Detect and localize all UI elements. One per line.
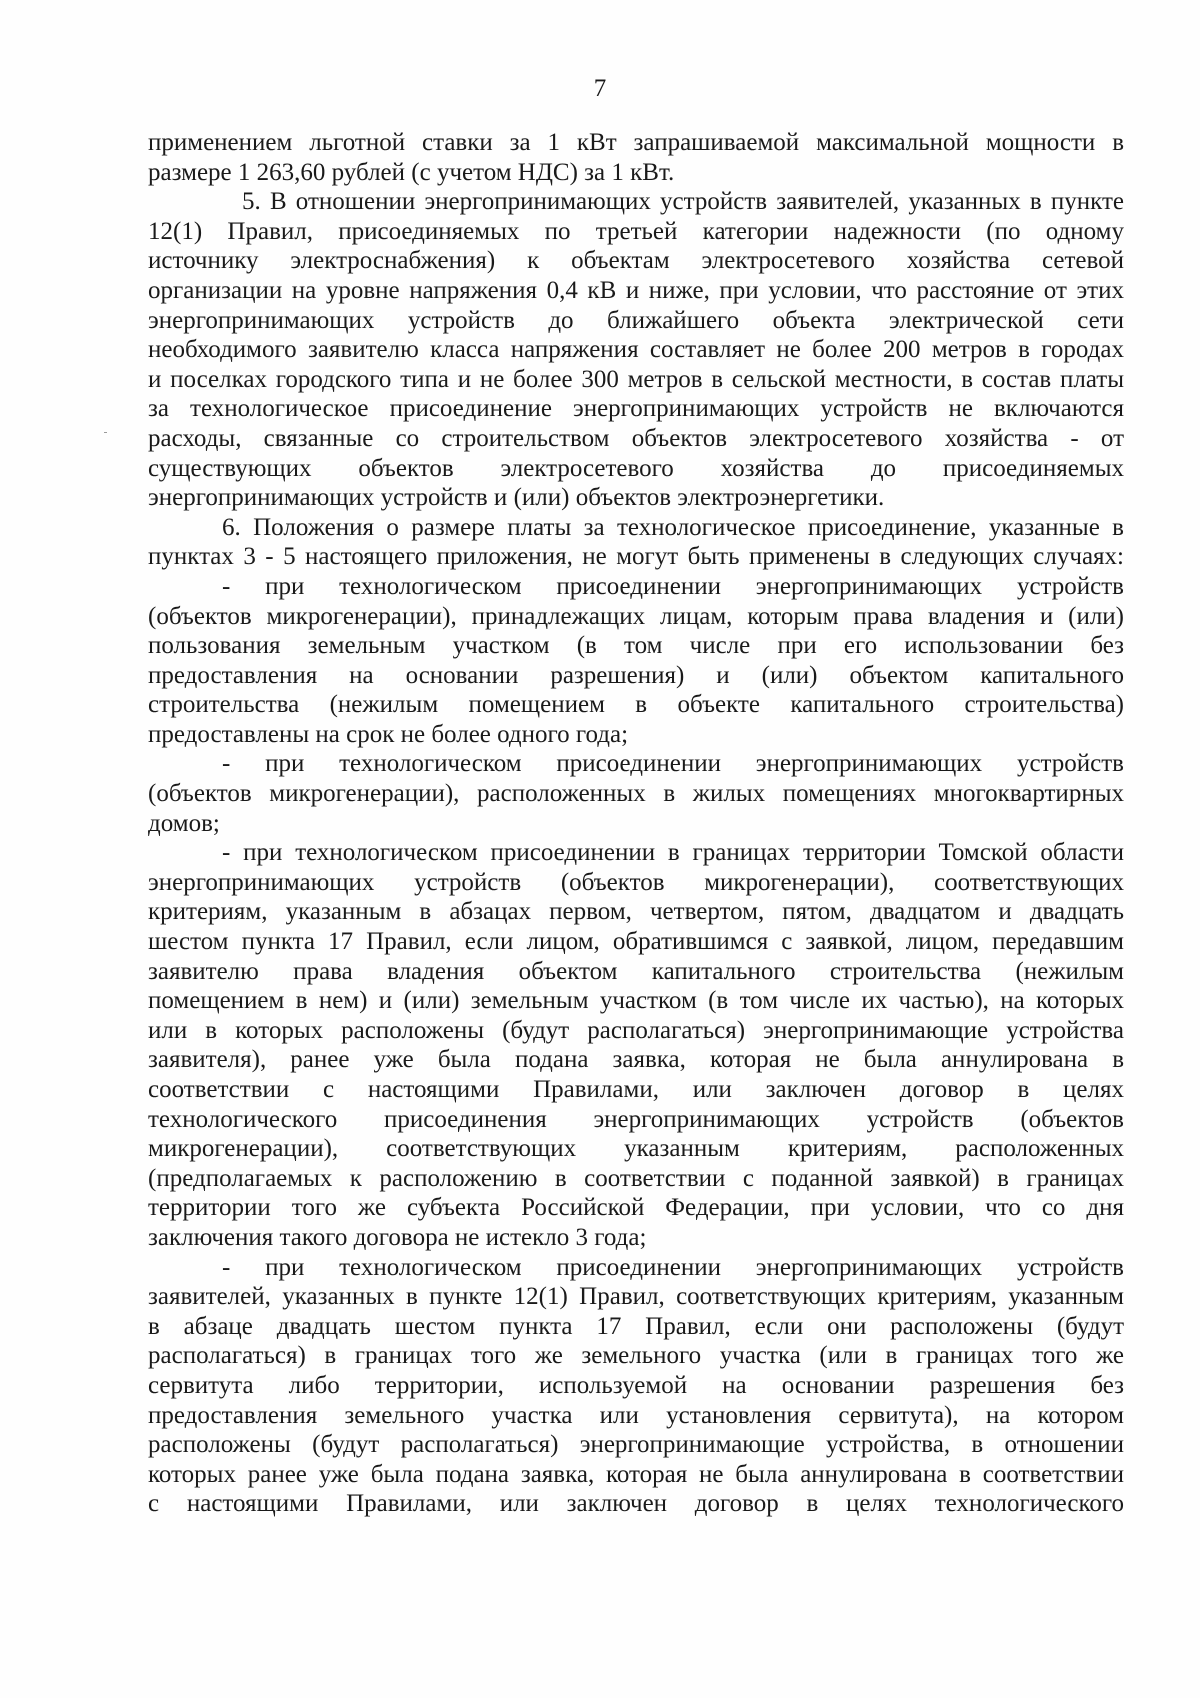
text-line: энергопринимающих устройств и (или) объектов электроэнергетики.: [148, 484, 885, 512]
page-number: 7: [593, 75, 607, 102]
text-line: организации на уровне напряжения 0,4 кВ и ниже, при условии, что расстояние от этих: [148, 276, 1124, 304]
text-line: предоставления земельного участка или установления сервитута), на котором: [148, 1401, 1124, 1429]
text-line: пользования земельным участком (в том числе при его использовании без: [148, 632, 1124, 660]
text-line: источнику электроснабжения) к объектам электросетевого хозяйства сетевой: [148, 247, 1124, 275]
text-line: помещением в нем) и (или) земельным участком (в том числе их частью), на которых: [148, 987, 1124, 1015]
text-line: - при технологическом присоединении в границах территории Томской области: [222, 839, 1124, 867]
text-line: расположены (будут располагаться) энергопринимающие устройства, в отношении: [148, 1431, 1124, 1459]
text-line: пунктах 3 - 5 настоящего приложения, не могут быть применены в следующих случаях:: [148, 543, 1124, 571]
text-line: или в которых расположены (будут располагаться) энергопринимающие устройства: [148, 1016, 1124, 1044]
text-line: микрогенерации), соответствующих указанным критериям, расположенных: [148, 1135, 1124, 1163]
text-line: территории того же субъекта Российской Федерации, при условии, что со дня: [148, 1194, 1124, 1222]
text-line: - при технологическом присоединении энергопринимающих устройств: [222, 750, 1124, 778]
text-line: шестом пункта 17 Правил, если лицом, обратившимся с заявкой, лицом, передавшим: [148, 928, 1124, 956]
text-line: соответствии с настоящими Правилами, или заключен договор в целях: [148, 1076, 1124, 1103]
text-line: (объектов микрогенерации), расположенных в жилых помещениях многоквартирных: [148, 780, 1124, 808]
scan-artifact: [104, 432, 107, 433]
text-line: 6. Положения о размере платы за технологическое присоединение, указанные в: [222, 513, 1124, 541]
text-line: заявителей, указанных в пункте 12(1) Правил, соответствующих критериям, указанным: [148, 1283, 1124, 1311]
text-line: критериям, указанным в абзацах первом, четвертом, пятом, двадцатом и двадцать: [148, 898, 1124, 926]
text-line: и поселках городского типа и не более 300 метров в сельской местности, в состав платы: [148, 365, 1124, 393]
text-line: расходы, связанные со строительством объектов электросетевого хозяйства - от: [148, 424, 1124, 452]
text-line: технологического присоединения энергопринимающих устройств (объектов: [148, 1105, 1124, 1133]
text-line: за технологическое присоединение энергопринимающих устройств не включаются: [148, 395, 1124, 423]
text-line: необходимого заявителю класса напряжения составляет не более 200 метров в городах: [148, 336, 1124, 364]
text-line: домов;: [148, 809, 220, 837]
text-line: в абзаце двадцать шестом пункта 17 Правил, если они расположены (будут: [148, 1312, 1124, 1340]
text-line: заявителю права владения объектом капитального строительства (нежилым: [148, 957, 1124, 985]
text-line: энергопринимающих устройств до ближайшего объекта электрической сети: [148, 306, 1124, 334]
text-line: применением льготной ставки за 1 кВт запрашиваемой максимальной мощности в: [148, 129, 1124, 156]
text-line: располагаться) в границах того же земельного участка (или в границах того же: [148, 1342, 1124, 1370]
text-line: - при технологическом присоединении энергопринимающих устройств: [222, 1253, 1124, 1281]
text-line: существующих объектов электросетевого хозяйства до присоединяемых: [148, 454, 1124, 482]
text-line: - при технологическом присоединении энергопринимающих устройств: [222, 572, 1124, 600]
text-line: которых ранее уже была подана заявка, которая не была аннулирована в соответствии: [148, 1460, 1124, 1488]
text-line: (объектов микрогенерации), принадлежащих лицам, которым права владения и (или): [148, 602, 1124, 630]
text-line: с настоящими Правилами, или заключен договор в целях технологического: [148, 1490, 1124, 1518]
text-line: строительства (нежилым помещением в объекте капитального строительства): [148, 691, 1124, 719]
text-line: заключения такого договора не истекло 3 года;: [148, 1223, 647, 1251]
text-line: предоставлены на срок не более одного года;: [148, 720, 629, 748]
text-line: заявителя), ранее уже была подана заявка, которая не была аннулирована в: [148, 1046, 1124, 1074]
text-line: энергопринимающих устройств (объектов микрогенерации), соответствующих: [148, 868, 1124, 896]
text-line: предоставления на основании разрешения) и (или) объектом капитального: [148, 661, 1124, 689]
text-line: (предполагаемых к расположению в соответствии с поданной заявкой) в границах: [148, 1164, 1124, 1192]
body-text: [148, 128, 1124, 1519]
text-line: размере 1 263,60 рублей (с учетом НДС) за 1 кВт.: [148, 158, 675, 186]
text-line: 12(1) Правил, присоединяемых по третьей категории надежности (по одному: [148, 217, 1124, 245]
text-line: сервитута либо территории, используемой на основании разрешения без: [148, 1371, 1124, 1399]
text-line: 5. В отношении энергопринимающих устройств заявителей, указанных в пункте: [242, 188, 1124, 216]
